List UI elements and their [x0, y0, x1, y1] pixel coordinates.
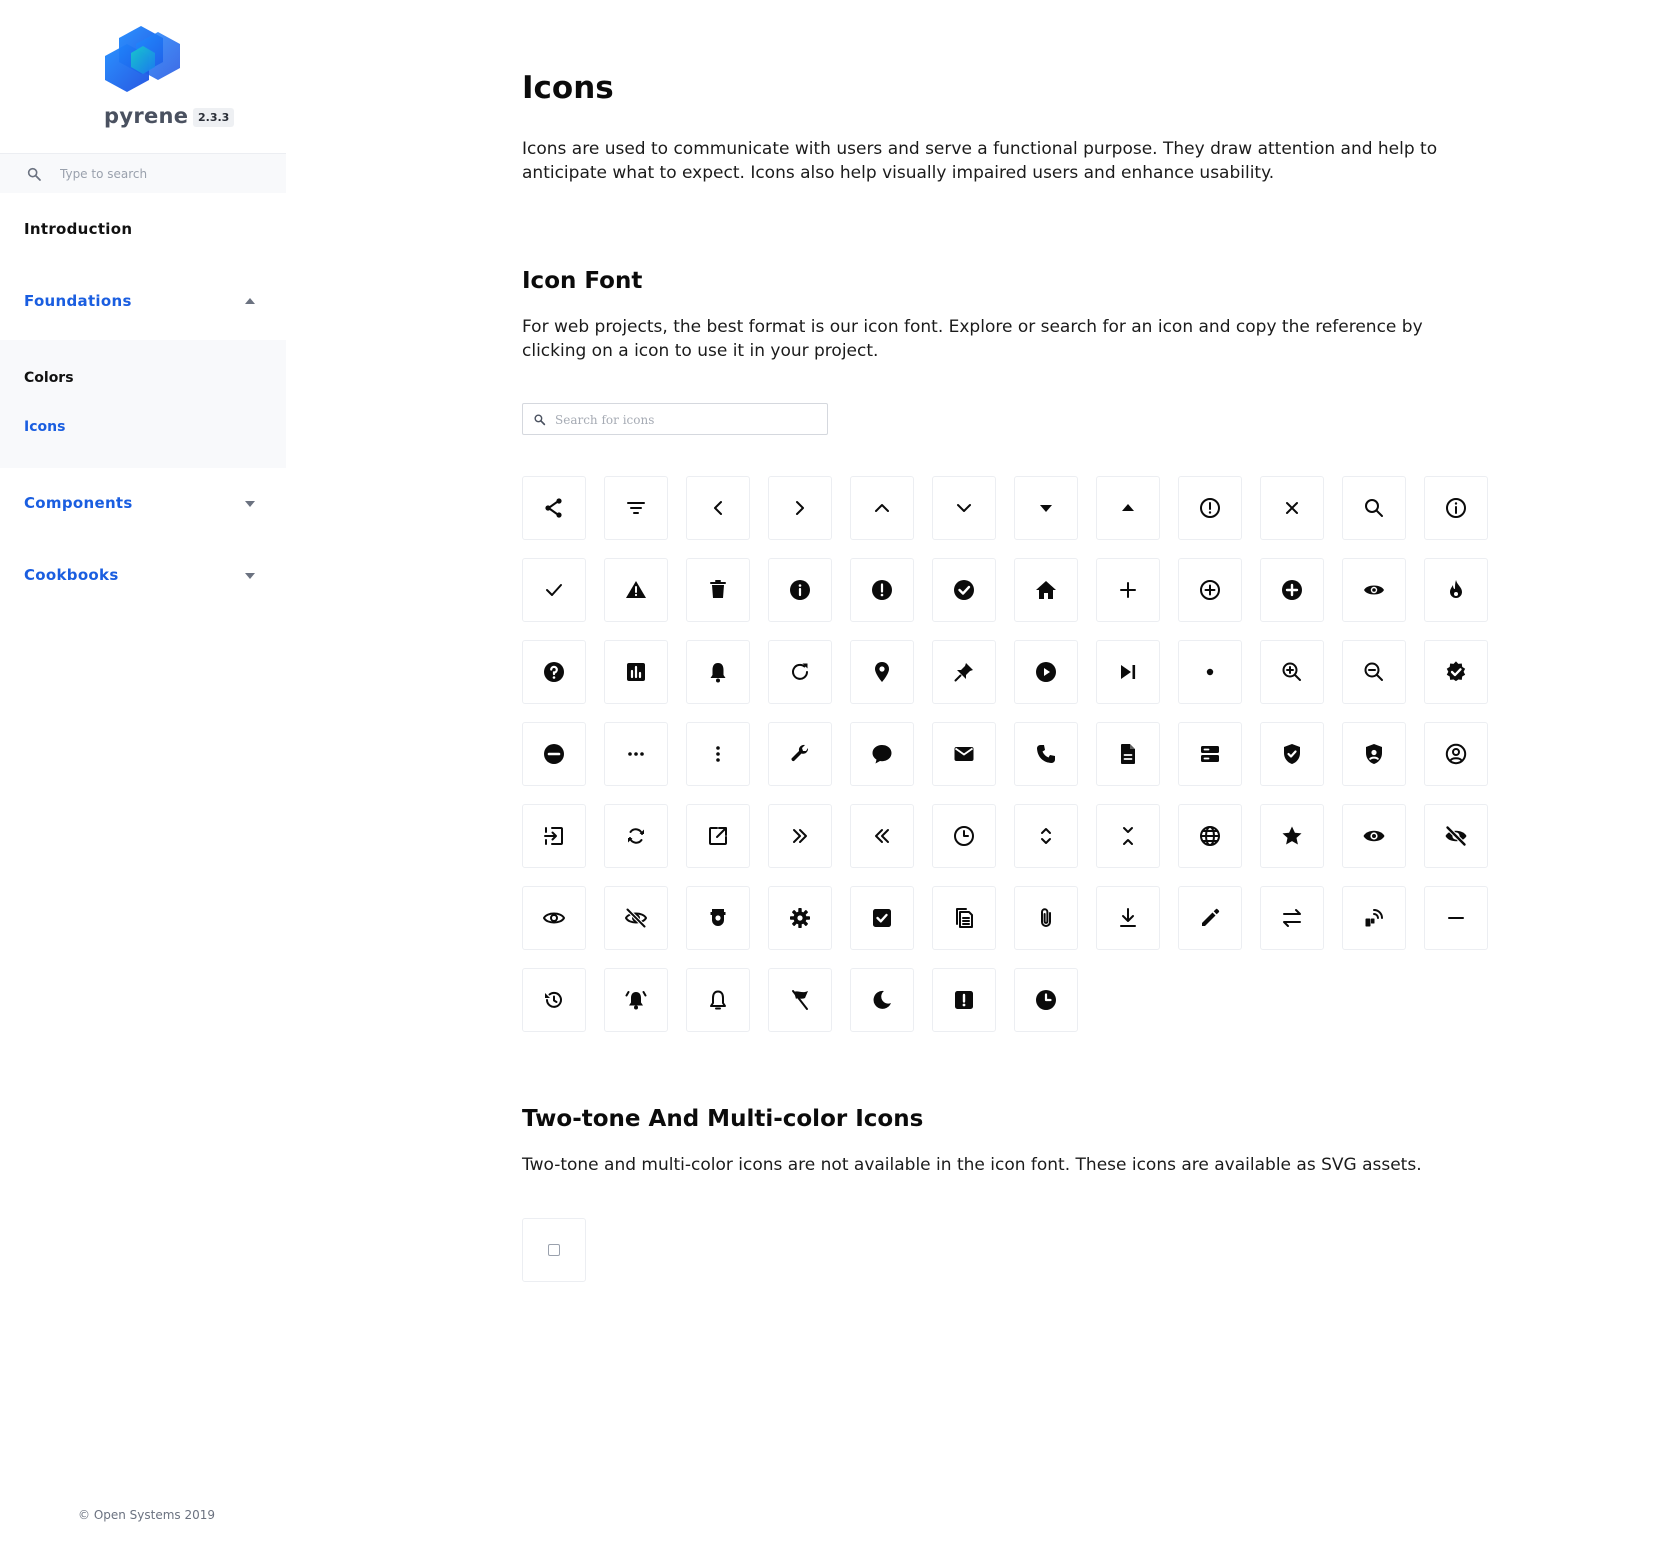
- sidebar-search: [0, 153, 286, 193]
- icon-font-description: For web projects, the best format is our icon font. Explore or search for an icon and copy the reference by clicking on a icon to use it in your project.: [522, 317, 1423, 361]
- refresh-icon: [788, 660, 812, 684]
- intro-text: Icons are used to communicate with users and serve a functional purpose. They draw attention and help to anticipate what to expect. Icons also help visually impaired users and enhance usability.: [522, 139, 1438, 183]
- icon-tile-share[interactable]: [522, 476, 586, 540]
- more-horizontal-icon: [624, 742, 648, 766]
- pyrene-logo-icon: [103, 24, 183, 94]
- sidebar-item-foundations[interactable]: Foundations: [24, 292, 132, 310]
- caret-up-icon[interactable]: [245, 298, 255, 304]
- icon-tile-settings[interactable]: [768, 886, 832, 950]
- icon-tile-bell-outline[interactable]: [686, 968, 750, 1032]
- icon-tile-add-circle[interactable]: [1260, 558, 1324, 622]
- share-icon: [542, 496, 566, 520]
- caret-down-icon[interactable]: [245, 501, 255, 507]
- checkbox-icon: [870, 906, 894, 930]
- moon-icon: [870, 988, 894, 1012]
- icon-tile-bell[interactable]: [686, 640, 750, 704]
- icon-tile-refresh[interactable]: [768, 640, 832, 704]
- icon-tile-chevron-down[interactable]: [932, 476, 996, 540]
- sidebar-item-icons[interactable]: Icons: [24, 419, 66, 435]
- info-outline-icon: [1444, 496, 1468, 520]
- settings-icon: [788, 906, 812, 930]
- icon-tile-plus[interactable]: [1096, 558, 1160, 622]
- icon-tile-phone[interactable]: [1014, 722, 1078, 786]
- icon-tile-double-right[interactable]: [768, 804, 832, 868]
- two-tone-description: Two-tone and multi-color icons are not available in the icon font. These icons are available as SVG assets.: [522, 1155, 1422, 1175]
- icon-tile-play[interactable]: [1014, 640, 1078, 704]
- icon-tile-home[interactable]: [1014, 558, 1078, 622]
- icon-tile-filter[interactable]: [604, 476, 668, 540]
- search-icon: [26, 166, 42, 182]
- icon-tile-clock[interactable]: [932, 804, 996, 868]
- icon-tile-add-outline[interactable]: [1178, 558, 1242, 622]
- icon-tile-warning[interactable]: [604, 558, 668, 622]
- copyright: © Open Systems 2019: [78, 1508, 216, 1522]
- icon-tile-check-circle[interactable]: [932, 558, 996, 622]
- icon-tile-chat[interactable]: [850, 722, 914, 786]
- collapse-icon: [1116, 824, 1140, 848]
- icon-tile-minus[interactable]: [1424, 886, 1488, 950]
- zoom-in-icon: [1280, 660, 1304, 684]
- icon-tile-chart[interactable]: [604, 640, 668, 704]
- open-external-icon: [706, 824, 730, 848]
- icon-tile-sync[interactable]: [604, 804, 668, 868]
- brand-logo[interactable]: [0, 24, 286, 136]
- play-icon: [1034, 660, 1058, 684]
- broken-image-icon: [548, 1244, 560, 1256]
- two-tone-heading: Two-tone And Multi-color Icons: [522, 1106, 924, 1132]
- skip-next-icon: [1116, 660, 1140, 684]
- zoom-out-icon: [1362, 660, 1386, 684]
- fire-icon: [1444, 578, 1468, 602]
- icon-tile-more-horizontal[interactable]: [604, 722, 668, 786]
- icon-tile-delete[interactable]: [686, 558, 750, 622]
- alert-square-icon: [952, 988, 976, 1012]
- error-outline-icon: [1198, 496, 1222, 520]
- icon-tile-error-outline[interactable]: [1178, 476, 1242, 540]
- verified-icon: [1444, 660, 1468, 684]
- icon-tile-collapse[interactable]: [1096, 804, 1160, 868]
- search-icon: [1362, 496, 1386, 520]
- icon-tile-skip-next[interactable]: [1096, 640, 1160, 704]
- icon-tile-verified[interactable]: [1424, 640, 1488, 704]
- icon-tile-help[interactable]: [522, 640, 586, 704]
- icon-tile-zoom-out[interactable]: [1342, 640, 1406, 704]
- icon-tile-expand[interactable]: [1014, 804, 1078, 868]
- icon-tile-chevron-left[interactable]: [686, 476, 750, 540]
- page-title: Icons: [522, 70, 614, 106]
- icon-tile-dot[interactable]: [1178, 640, 1242, 704]
- icon-tile-more-vertical[interactable]: [686, 722, 750, 786]
- sidebar-item-colors[interactable]: Colors: [24, 370, 74, 386]
- icon-tile-time-filled[interactable]: [1014, 968, 1078, 1032]
- icon-tile-globe[interactable]: [1178, 804, 1242, 868]
- add-circle-icon: [1280, 578, 1304, 602]
- dot-icon: [1198, 660, 1222, 684]
- icon-tile-chevron-right[interactable]: [768, 476, 832, 540]
- icon-tile-search[interactable]: [1342, 476, 1406, 540]
- login-icon: [542, 824, 566, 848]
- icon-tile-minus-circle[interactable]: [522, 722, 586, 786]
- icon-tile-login[interactable]: [522, 804, 586, 868]
- icon-tile-bell-ring[interactable]: [604, 968, 668, 1032]
- sync-icon: [624, 824, 648, 848]
- icon-tile-caret-down[interactable]: [1014, 476, 1078, 540]
- globe-icon: [1198, 824, 1222, 848]
- expand-icon: [1034, 824, 1058, 848]
- sidebar-search-input[interactable]: [60, 162, 260, 186]
- clock-icon: [952, 824, 976, 848]
- foundations-subnav: [0, 340, 286, 468]
- icon-search: [522, 403, 828, 435]
- icon-search-input[interactable]: [555, 409, 815, 431]
- eye-bold-icon: [1362, 824, 1386, 848]
- icon-tile-download[interactable]: [1096, 886, 1160, 950]
- icon-tile-error[interactable]: [850, 558, 914, 622]
- user-circle-icon: [1444, 742, 1468, 766]
- icon-tile-swap[interactable]: [1260, 886, 1324, 950]
- more-vertical-icon: [706, 742, 730, 766]
- pin-icon: [952, 660, 976, 684]
- home-icon: [1034, 578, 1058, 602]
- icon-tile-mug[interactable]: [686, 886, 750, 950]
- brand-name: pyrene: [104, 104, 189, 128]
- eye-off-bold-icon: [1444, 824, 1468, 848]
- icon-tile-zoom-in[interactable]: [1260, 640, 1324, 704]
- time-filled-icon: [1034, 988, 1058, 1012]
- icon-tile-location[interactable]: [850, 640, 914, 704]
- icon-tile-open-external[interactable]: [686, 804, 750, 868]
- copy-icon: [952, 906, 976, 930]
- chevron-left-icon: [706, 496, 730, 520]
- double-left-icon: [870, 824, 894, 848]
- chevron-right-icon: [788, 496, 812, 520]
- version-badge: 2.3.3: [193, 108, 234, 127]
- icon-tile-shield-person[interactable]: [1342, 722, 1406, 786]
- icon-tile-satellite[interactable]: [1342, 886, 1406, 950]
- icon-tile-moon[interactable]: [850, 968, 914, 1032]
- icon-tile-alert-square[interactable]: [932, 968, 996, 1032]
- document-icon: [1116, 742, 1140, 766]
- swap-icon: [1280, 906, 1304, 930]
- filter-icon: [624, 496, 648, 520]
- icon-tile-mail[interactable]: [932, 722, 996, 786]
- location-icon: [870, 660, 894, 684]
- server-icon: [1198, 742, 1222, 766]
- chart-icon: [624, 660, 648, 684]
- search-icon: [533, 413, 546, 426]
- double-right-icon: [788, 824, 812, 848]
- close-icon: [1280, 496, 1304, 520]
- icon-tile-flag[interactable]: [768, 968, 832, 1032]
- flag-icon: [788, 988, 812, 1012]
- caret-down-icon: [1034, 496, 1058, 520]
- icon-tile-server[interactable]: [1178, 722, 1242, 786]
- wrench-icon: [788, 742, 812, 766]
- icon-tile-user-circle[interactable]: [1424, 722, 1488, 786]
- bell-ring-icon: [624, 988, 648, 1012]
- minus-icon: [1444, 906, 1468, 930]
- info-icon: [788, 578, 812, 602]
- icon-font-heading: Icon Font: [522, 268, 643, 294]
- shield-person-icon: [1362, 742, 1386, 766]
- check-circle-icon: [952, 578, 976, 602]
- icon-tile-eye-off-outline[interactable]: [604, 886, 668, 950]
- mug-icon: [706, 906, 730, 930]
- icon-tile-shield[interactable]: [1260, 722, 1324, 786]
- icon-tile-history[interactable]: [522, 968, 586, 1032]
- icon-tile-document[interactable]: [1096, 722, 1160, 786]
- history-icon: [542, 988, 566, 1012]
- icon-tile-info-outline[interactable]: [1424, 476, 1488, 540]
- icon-tile-caret-up[interactable]: [1096, 476, 1160, 540]
- bell-outline-icon: [706, 988, 730, 1012]
- icon-tile-edit[interactable]: [1178, 886, 1242, 950]
- icon-tile-fire[interactable]: [1424, 558, 1488, 622]
- icon-tile-close[interactable]: [1260, 476, 1324, 540]
- plus-icon: [1116, 578, 1140, 602]
- warning-icon: [624, 578, 648, 602]
- mail-icon: [952, 742, 976, 766]
- phone-icon: [1034, 742, 1058, 766]
- icon-tile-eye[interactable]: [1342, 558, 1406, 622]
- eye-outline-icon: [542, 906, 566, 930]
- sidebar-item-cookbooks[interactable]: Cookbooks: [24, 566, 119, 584]
- delete-icon: [706, 578, 730, 602]
- sidebar-item-components[interactable]: Components: [24, 494, 133, 512]
- icon-tile-star[interactable]: [1260, 804, 1324, 868]
- caret-up-icon: [1116, 496, 1140, 520]
- satellite-icon: [1362, 906, 1386, 930]
- icon-tile-info[interactable]: [768, 558, 832, 622]
- icon-tile-attachment[interactable]: [1014, 886, 1078, 950]
- download-icon: [1116, 906, 1140, 930]
- icon-tile-copy[interactable]: [932, 886, 996, 950]
- bell-icon: [706, 660, 730, 684]
- minus-circle-icon: [542, 742, 566, 766]
- icon-tile-double-left[interactable]: [850, 804, 914, 868]
- icon-tile-checkbox[interactable]: [850, 886, 914, 950]
- add-outline-icon: [1198, 578, 1222, 602]
- chat-icon: [870, 742, 894, 766]
- error-icon: [870, 578, 894, 602]
- check-icon: [542, 578, 566, 602]
- icon-tile-eye-bold[interactable]: [1342, 804, 1406, 868]
- icon-tile-wrench[interactable]: [768, 722, 832, 786]
- icon-tile-eye-outline[interactable]: [522, 886, 586, 950]
- star-icon: [1280, 824, 1304, 848]
- two-tone-asset-tile[interactable]: [522, 1218, 586, 1282]
- eye-off-outline-icon: [624, 906, 648, 930]
- icon-tile-eye-off-bold[interactable]: [1424, 804, 1488, 868]
- caret-down-icon[interactable]: [245, 573, 255, 579]
- icon-tile-chevron-up[interactable]: [850, 476, 914, 540]
- sidebar-item-introduction[interactable]: Introduction: [24, 220, 133, 238]
- edit-icon: [1198, 906, 1222, 930]
- eye-icon: [1362, 578, 1386, 602]
- sidebar: [0, 0, 286, 1552]
- help-icon: [542, 660, 566, 684]
- attachment-icon: [1034, 906, 1058, 930]
- icon-tile-check[interactable]: [522, 558, 586, 622]
- shield-icon: [1280, 742, 1304, 766]
- chevron-up-icon: [870, 496, 894, 520]
- icon-tile-pin[interactable]: [932, 640, 996, 704]
- chevron-down-icon: [952, 496, 976, 520]
